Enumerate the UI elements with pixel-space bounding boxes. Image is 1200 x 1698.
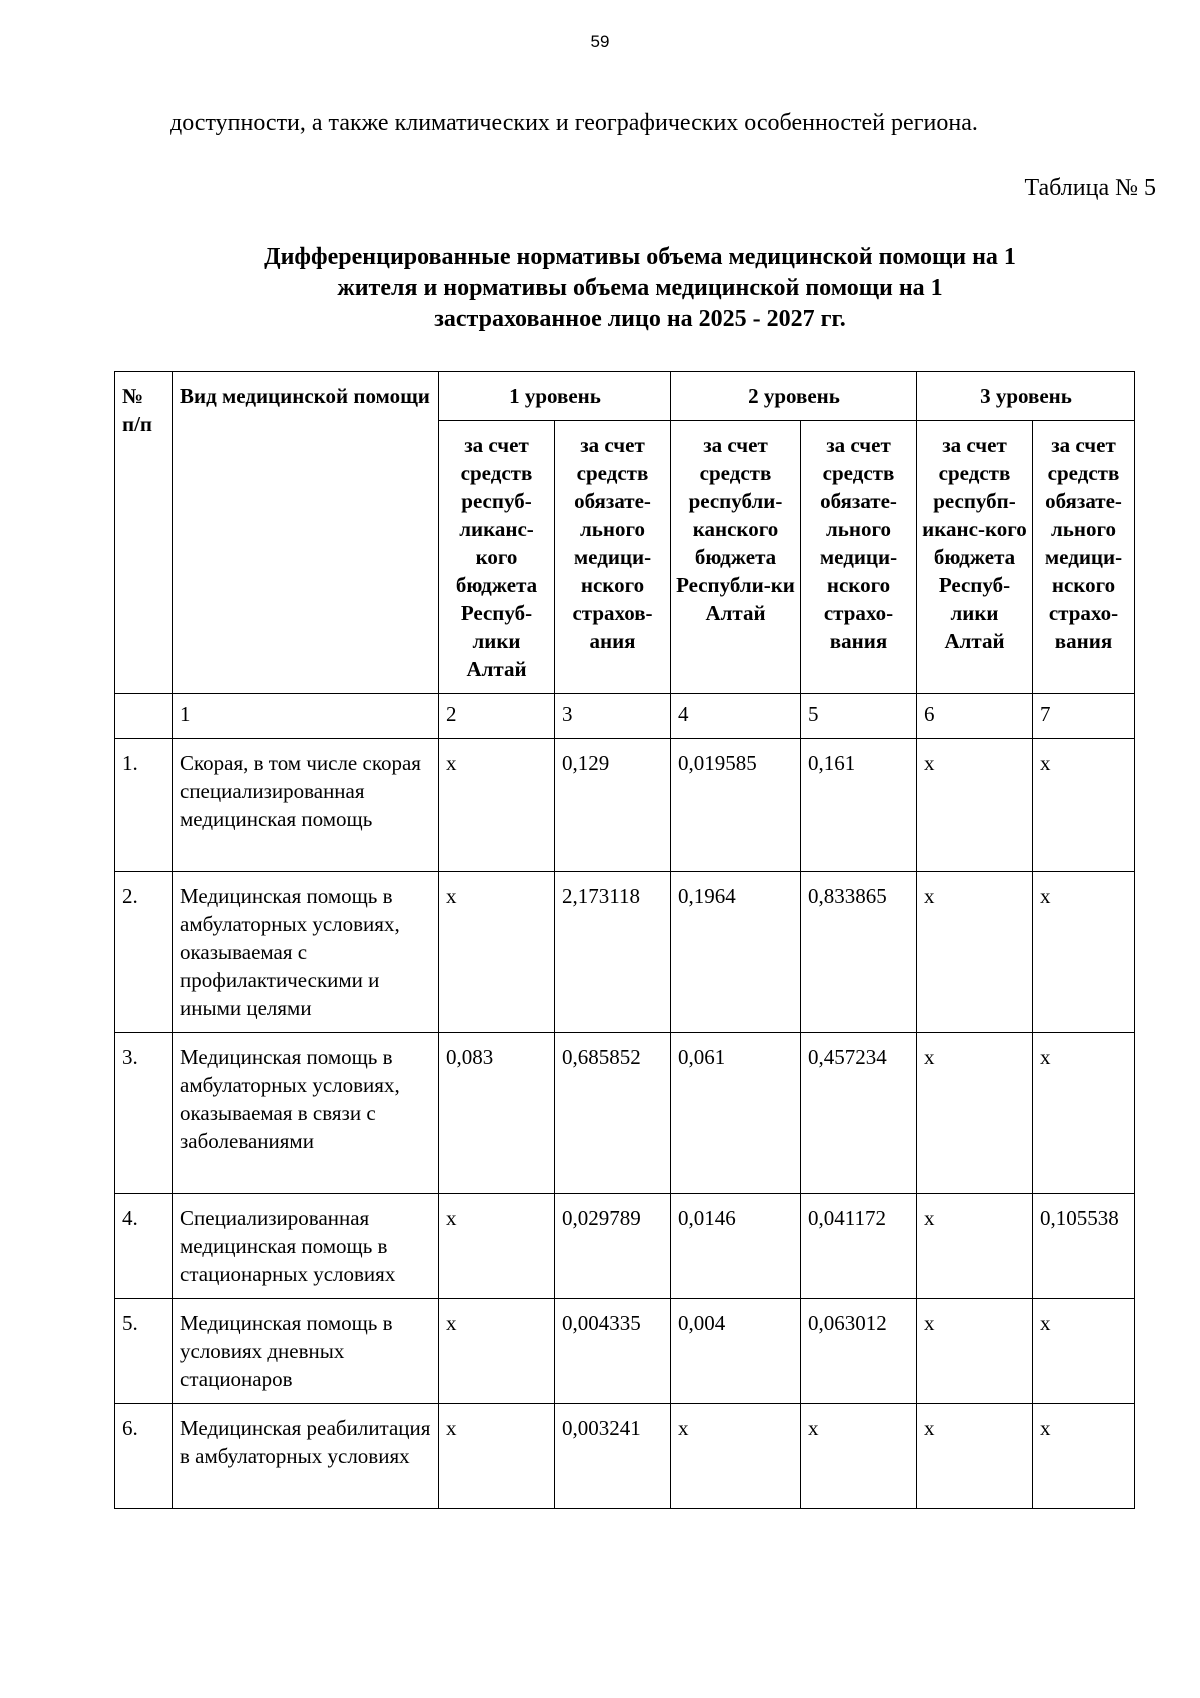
row-value: х (917, 1404, 1033, 1509)
row-value: 0,029789 (555, 1194, 671, 1299)
header-num: № п/п (115, 372, 173, 694)
row-value: 0,161 (801, 739, 917, 872)
row-value: х (439, 872, 555, 1033)
row-value: 0,129 (555, 739, 671, 872)
row-name: Медицинская реабилитация в амбулаторных условиях (173, 1404, 439, 1509)
table-row (115, 1033, 1135, 1194)
row-value: х (671, 1404, 801, 1509)
row-value: х (917, 1033, 1033, 1194)
row-value: 0,105538 (1033, 1194, 1135, 1299)
header-sub: за счет средств обязате-льного медици-нского страхо-вания (1033, 421, 1135, 694)
row-value: х (439, 1404, 555, 1509)
row-value: 0,063012 (801, 1299, 917, 1404)
header-sub: за счет средств республи-канского бюджета Республи-ки Алтай (671, 421, 801, 694)
title-line: жителя и нормативы объема медицинской помощи на 1 (337, 275, 943, 301)
header-kind: Вид медицинской помощи (173, 372, 439, 694)
row-name: Медицинская помощь в условиях дневных стационаров (173, 1299, 439, 1404)
row-value: х (1033, 872, 1135, 1033)
header-sub: за счет средств респуб-ликанс-кого бюджета Респуб-лики Алтай (439, 421, 555, 694)
title-line: Дифференцированные нормативы объема медицинской помощи на 1 (264, 244, 1016, 270)
column-number: 3 (555, 694, 671, 739)
table-row (115, 1299, 1135, 1404)
row-value: 0,041172 (801, 1194, 917, 1299)
row-value: 0,833865 (801, 872, 917, 1033)
row-value: х (1033, 1033, 1135, 1194)
header-sub: за счет средств обязате-льного медици-нского страхов-ания (555, 421, 671, 694)
row-value: 2,173118 (555, 872, 671, 1033)
column-number: 6 (917, 694, 1033, 739)
column-number: 7 (1033, 694, 1135, 739)
header-level-2: 2 уровень (671, 372, 917, 421)
title-line: застрахованное лицо на 2025 - 2027 гг. (434, 306, 846, 332)
header-sub: за счет средств респубп-иканс-кого бюджета Респуб-лики Алтай (917, 421, 1033, 694)
row-value: х (917, 1194, 1033, 1299)
table-row (115, 1404, 1135, 1509)
row-name: Скорая, в том числе скорая специализированная медицинская помощь (173, 739, 439, 872)
column-number: 2 (439, 694, 555, 739)
table-row (115, 1194, 1135, 1299)
column-number (115, 694, 173, 739)
row-value: х (917, 1299, 1033, 1404)
row-number: 6. (115, 1404, 173, 1509)
header-sub: за счет средств обязате-льного медици-нского страхо-вания (801, 421, 917, 694)
table-label: Таблица № 5 (1024, 175, 1156, 201)
row-value: 0,457234 (801, 1033, 917, 1194)
table-row (115, 739, 1135, 872)
row-value: х (1033, 1404, 1135, 1509)
row-name: Медицинская помощь в амбулаторных условиях, оказываемая в связи с заболеваниями (173, 1033, 439, 1194)
intro-text: доступности, а также климатических и географических особенностей региона. (170, 110, 978, 136)
column-number: 1 (173, 694, 439, 739)
row-value: х (1033, 739, 1135, 872)
row-value: х (439, 739, 555, 872)
page-number: 59 (590, 32, 610, 51)
column-number: 4 (671, 694, 801, 739)
row-value: х (1033, 1299, 1135, 1404)
row-value: 0,083 (439, 1033, 555, 1194)
row-number: 2. (115, 872, 173, 1033)
column-number-row (115, 694, 1135, 739)
row-number: 3. (115, 1033, 173, 1194)
row-value: 0,004 (671, 1299, 801, 1404)
row-value: х (917, 739, 1033, 872)
row-value: х (439, 1194, 555, 1299)
header-level-3: 3 уровень (917, 372, 1135, 421)
row-value: 0,019585 (671, 739, 801, 872)
row-value: х (439, 1299, 555, 1404)
row-value: 0,004335 (555, 1299, 671, 1404)
row-value: х (801, 1404, 917, 1509)
table-title (160, 242, 1120, 335)
row-value: х (917, 872, 1033, 1033)
column-number: 5 (801, 694, 917, 739)
row-number: 1. (115, 739, 173, 872)
row-value: 0,1964 (671, 872, 801, 1033)
row-value: 0,685852 (555, 1033, 671, 1194)
header-level-1: 1 уровень (439, 372, 671, 421)
row-name: Специализированная медицинская помощь в стационарных условиях (173, 1194, 439, 1299)
table-row (115, 872, 1135, 1033)
row-number: 4. (115, 1194, 173, 1299)
row-value: 0,0146 (671, 1194, 801, 1299)
row-number: 5. (115, 1299, 173, 1404)
norms-table (114, 371, 1135, 1509)
row-name: Медицинская помощь в амбулаторных условиях, оказываемая с профилактическими и иными целями (173, 872, 439, 1033)
row-value: 0,003241 (555, 1404, 671, 1509)
row-value: 0,061 (671, 1033, 801, 1194)
